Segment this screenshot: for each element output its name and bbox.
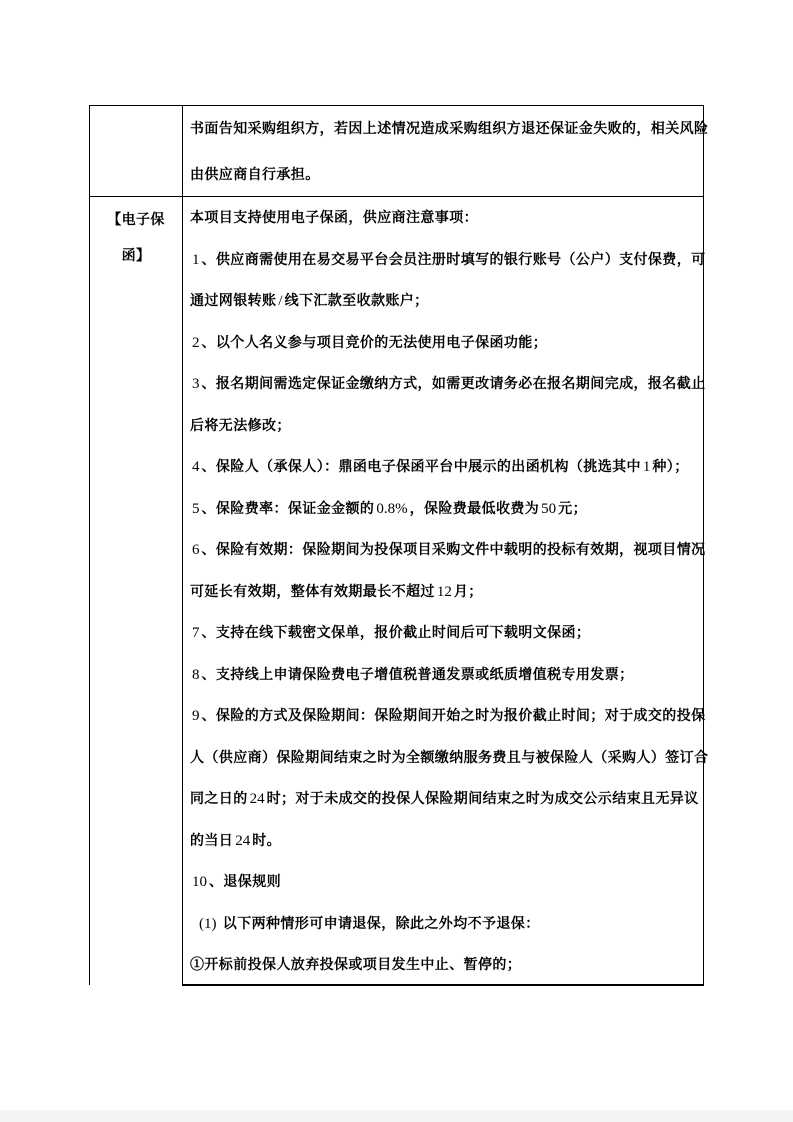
text-line: 本项目支持使用电子保函，供应商注意事项： [190,209,478,225]
text-line: 1 、供应商需使用在易交易平台会员注册时填写的银行账号（公户）支付保费，可 [192,250,706,268]
text-line: 可延长有效期，整体有效期最长不超过 12 月； [190,582,483,600]
text-line: 同之日的 24 时；对于未成交的投保人保险期间结束之时为成交公示结束且无异议 [190,790,699,807]
row-label-line: 函】 [121,247,151,263]
row-continuation-empty-label-cell [90,106,182,196]
page-bottom-edge [0,1110,793,1122]
text-line: 人（供应商）保险期间结束之时为全额缴纳服务费且与被保险人（采购人）签订合 [190,748,709,765]
text-line: 4 、保险人（承保人）：鼎函电子保函平台中展示的出函机构（挑选其中 1 种）； [192,458,689,475]
text-line: 8 、支持线上申请保险费电子增值税普通发票或纸质增值税专用发票； [192,665,634,683]
text-line: 由供应商自行承担。 [190,166,320,182]
row-continuation-body-cell [190,105,709,197]
text-line: 通过网银转账 / 线下汇款至收款账户； [190,292,429,309]
text-line: 书面告知采购组织方，若因上述情况造成采购组织方退还保证金失败的，相关风险 [190,120,709,136]
text-line: 7 、支持在线下载密文保单，报价截止时间后可下载明文保函； [192,624,591,641]
text-line: 10 、退保规则 [192,873,281,890]
text-line: 的当日 24 时。 [190,831,282,849]
text-line: 9 、保险的方式及保险期间：保险期间开始之时为报价截止时间；对于成交的投保 [192,707,706,724]
row-eguarantee-body-cell [190,197,709,986]
text-line: 6 、保险有效期：保险期间为投保项目采购文件中载明的投标有效期，视项目情况 [192,541,706,558]
row-label-line: 【电子保 [107,211,165,227]
text-line: 3 、报名期间需选定保证金缴纳方式，如需更改请务必在报名期间完成，报名截止 [192,375,706,392]
text-line: ①开标前投保人放弃投保或项目发生中止、暂停的； [190,956,522,972]
text-line: 2 、以个人名义参与项目竞价的无法使用电子保函功能； [192,333,548,351]
text-line: 5 、保险费率：保证金金额的 0.8% ，保险费最低收费为 50 元； [192,499,587,517]
text-line: (1) 以下两种情形可申请退保，除此之外均不予退保： [199,914,540,932]
table-column-divider [182,105,183,986]
text-line: 后将无法修改； [190,416,291,433]
row-eguarantee-label-cell [90,201,182,273]
